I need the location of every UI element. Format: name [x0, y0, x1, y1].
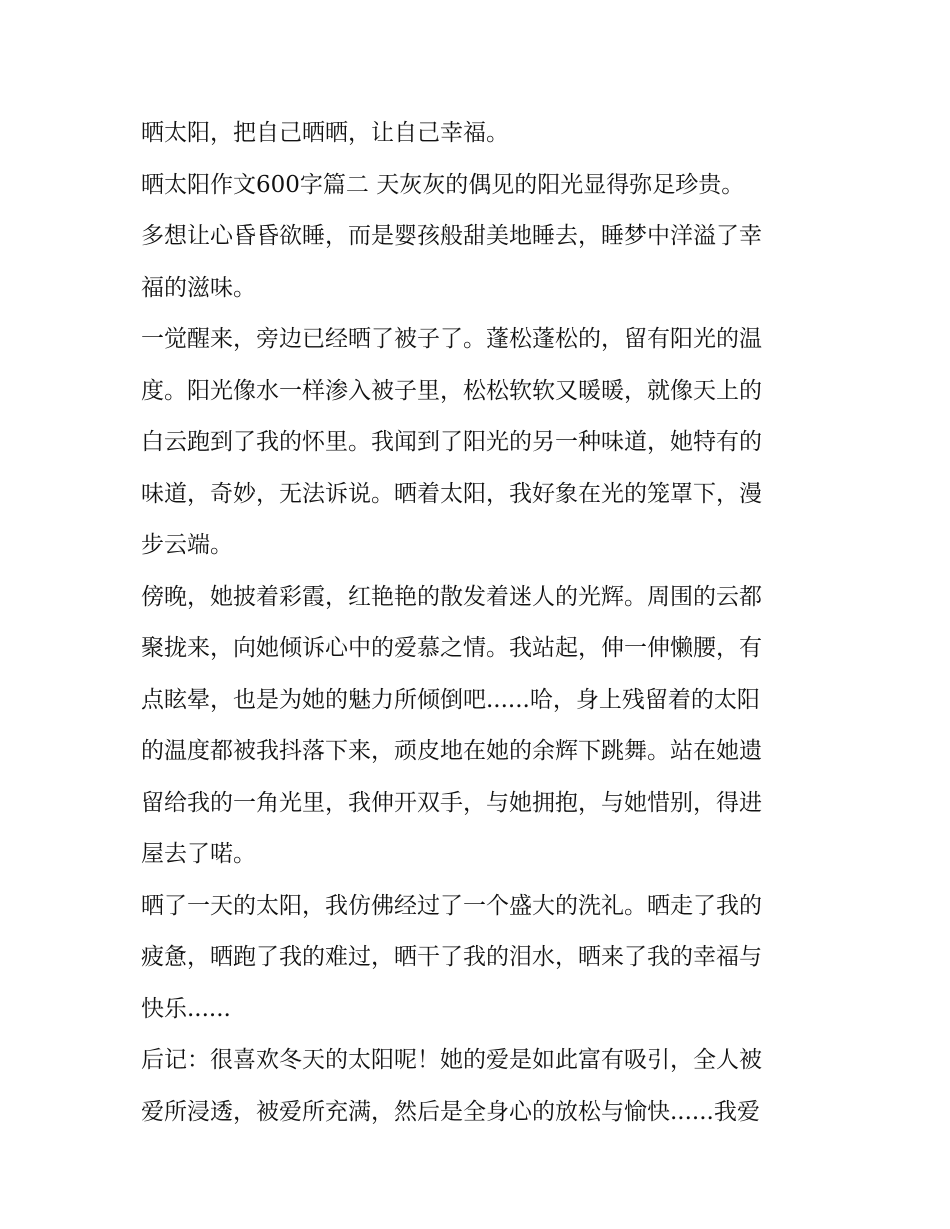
text-line: 疲惫，晒跑了我的难过，晒干了我的泪水，晒来了我的幸福与	[141, 944, 762, 970]
text-line: 味道，奇妙，无法诉说。晒着太阳，我好象在光的笼罩下，漫	[141, 480, 762, 507]
text-line: 后记：很喜欢冬天的太阳呢！她的爱是如此富有吸引，全人被	[141, 1047, 762, 1073]
paragraph-7	[141, 1035, 813, 1138]
text-line: 度。阳光像水一样渗入被子里，松松软软又暖暖，就像天上的	[141, 377, 762, 404]
text-line: 福的滋味。	[141, 274, 256, 301]
text-line: 爱所浸透，被爱所充满，然后是全身心的放松与愉快......我爱	[141, 1098, 760, 1125]
paragraph-3	[141, 211, 813, 314]
text-line: 聚拢来，向她倾诉心中的爱慕之情。我站起，伸一伸懒腰，有	[141, 635, 762, 661]
text-line: 晒太阳，把自己晒晒，让自己幸福。	[141, 120, 509, 146]
text-line: 多想让心昏昏欲睡，而是婴孩般甜美地睡去，睡梦中洋溢了幸	[141, 223, 762, 249]
document-body	[141, 108, 813, 1138]
text-line: 白云跑到了我的怀里。我闻到了阳光的另一种味道，她特有的	[141, 429, 762, 455]
text-line: 傍晚，她披着彩霞，红艳艳的散发着迷人的光辉。周围的云都	[141, 583, 762, 610]
text-line: 步云端。	[141, 532, 233, 558]
text-line: 的温度都被我抖落下来，顽皮地在她的余辉下跳舞。站在她遗	[141, 738, 762, 764]
paragraph-1	[141, 108, 813, 160]
text-line: 屋去了喏。	[141, 841, 256, 867]
text-line: 晒太阳作文600字篇二 天灰灰的偶见的阳光显得弥足珍贵。	[141, 171, 745, 198]
paragraph-4	[141, 314, 813, 572]
text-line: 留给我的一角光里，我伸开双手，与她拥抱，与她惜别，得进	[141, 789, 762, 816]
paragraph-5	[141, 572, 813, 881]
text-line: 晒了一天的太阳，我仿佛经过了一个盛大的洗礼。晒走了我的	[141, 892, 762, 919]
text-line: 快乐......	[141, 995, 231, 1022]
paragraph-6	[141, 881, 813, 1036]
paragraph-2	[141, 160, 813, 212]
text-line: 点眩晕，也是为她的魅力所倾倒吧......哈，身上残留着的太阳	[141, 686, 760, 713]
text-line: 一觉醒来，旁边已经晒了被子了。蓬松蓬松的，留有阳光的温	[141, 326, 762, 352]
